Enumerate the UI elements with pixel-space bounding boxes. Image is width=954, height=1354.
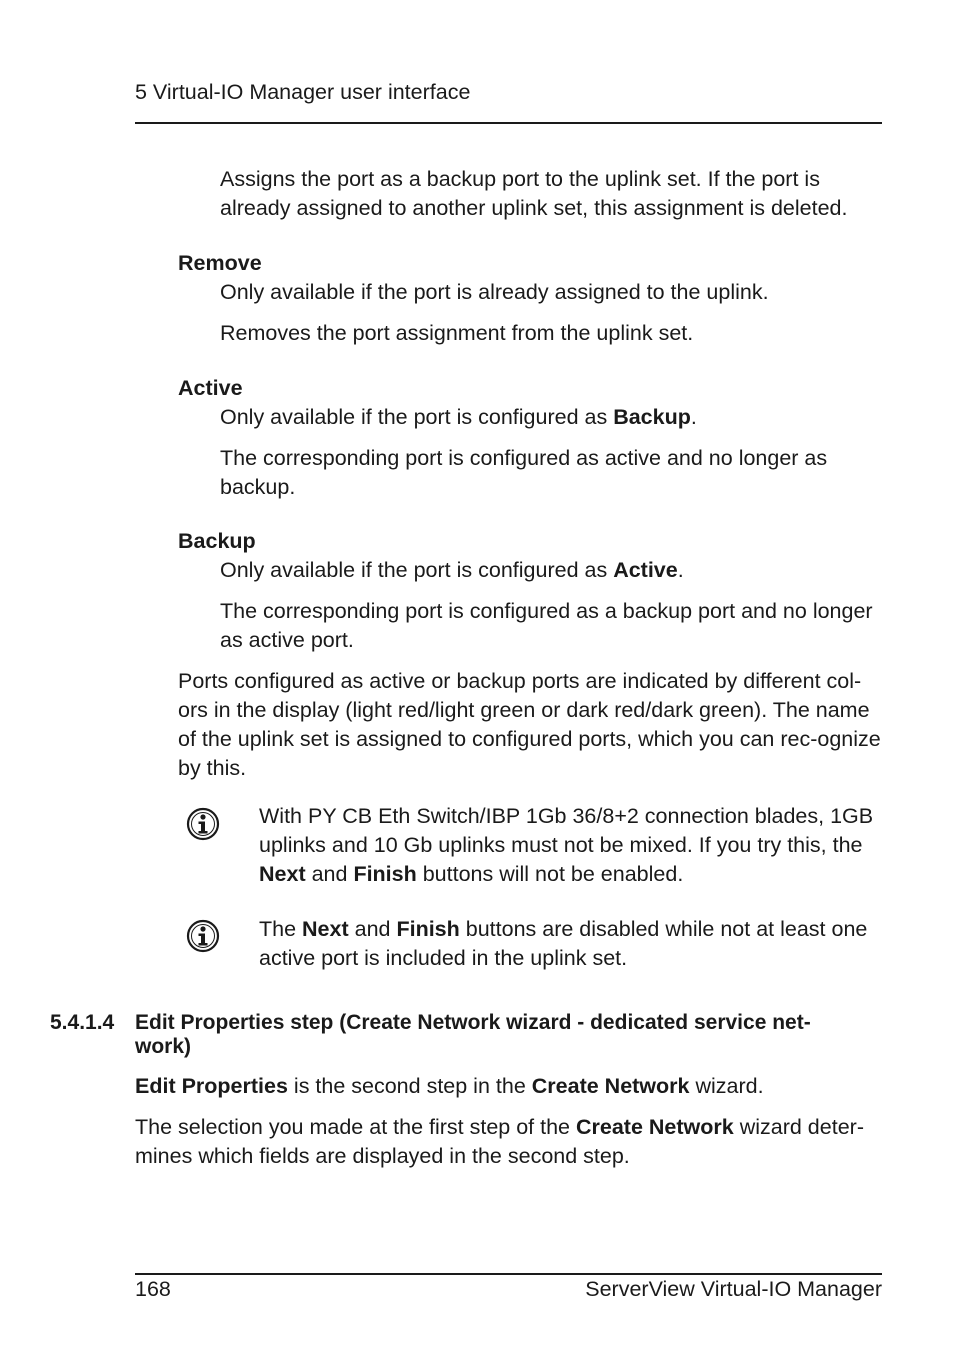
product-name: ServerView Virtual-IO Manager [585,1277,882,1301]
section-p1-bold-1: Edit Properties [135,1074,288,1098]
backup-desc-1-end: . [677,558,684,582]
section-title-line-1: Edit Properties step (Create Network wizard - dedicated service net- [135,1011,811,1034]
intro-paragraph: Assigns the port as a backup port to the uplink set. If the port is already assigned to another uplink set, this assignment is deleted. [220,167,848,220]
note-2-and: and [348,917,397,941]
note-1-end: buttons will not be enabled. [416,862,684,886]
info-icon [186,919,220,953]
backup-desc-1-bold: Active [613,558,678,582]
active-desc-1-text: Only available if the port is configured as [220,405,614,429]
active-desc-1-bold: Backup [613,405,691,429]
section-p2-bold: Create Network [576,1115,734,1139]
section-p2-end: wizard deter-mines which fields are displayed in the second step. [135,1115,864,1168]
backup-desc-1 [220,556,880,585]
note-2 [259,915,884,973]
note-1-text: With PY CB Eth Switch/IBP 1Gb 36/8+2 connection blades, 1GB uplinks and 10 Gb uplinks must not be mixed. If you try this, the [259,804,874,857]
ports-paragraph: Ports configured as active or backup ports are indicated by different col-ors in the display (light red/light green or dark red/dark green). The name of the uplink set is assigned to configured ports, which you can rec-ognize by this. [178,669,881,780]
section-paragraph-1 [135,1072,880,1101]
term-backup: Backup [178,529,256,553]
active-desc-1 [220,403,880,432]
term-remove: Remove [178,251,262,275]
note-2-end: buttons are disabled while not at least one active port is included in the uplink set. [259,917,868,970]
note-2-finish: Finish [396,917,460,941]
remove-desc-1: Only available if the port is already assigned to the uplink. [220,280,769,304]
note-1-finish: Finish [353,862,417,886]
section-p1-bold-2: Create Network [531,1074,690,1098]
running-header: 5 Virtual-IO Manager user interface [135,80,471,104]
section-title-line-2: work) [135,1035,192,1058]
active-desc-2: The corresponding port is configured as active and no longer as backup. [220,446,828,499]
section-p1-mid: is the second step in the [287,1074,532,1098]
term-active: Active [178,376,243,400]
section-title [135,1011,875,1059]
header-rule [135,122,882,124]
note-1-and: and [305,862,354,886]
section-paragraph-2 [135,1113,883,1171]
info-icon [186,807,220,841]
page-number: 168 [135,1277,171,1301]
active-desc-1-end: . [690,405,697,429]
backup-desc-1-text: Only available if the port is configured as [220,558,614,582]
backup-desc-2: The corresponding port is configured as a backup port and no longer as active port. [220,599,873,652]
section-p2-text: The selection you made at the first step of the [135,1115,576,1139]
section-p1-end: wizard. [689,1074,764,1098]
note-2-text: The [259,917,303,941]
note-1 [259,802,884,889]
remove-desc-2: Removes the port assignment from the uplink set. [220,321,694,345]
section-number: 5.4.1.4 [50,1011,115,1034]
note-2-next: Next [302,917,349,941]
note-1-next: Next [259,862,306,886]
